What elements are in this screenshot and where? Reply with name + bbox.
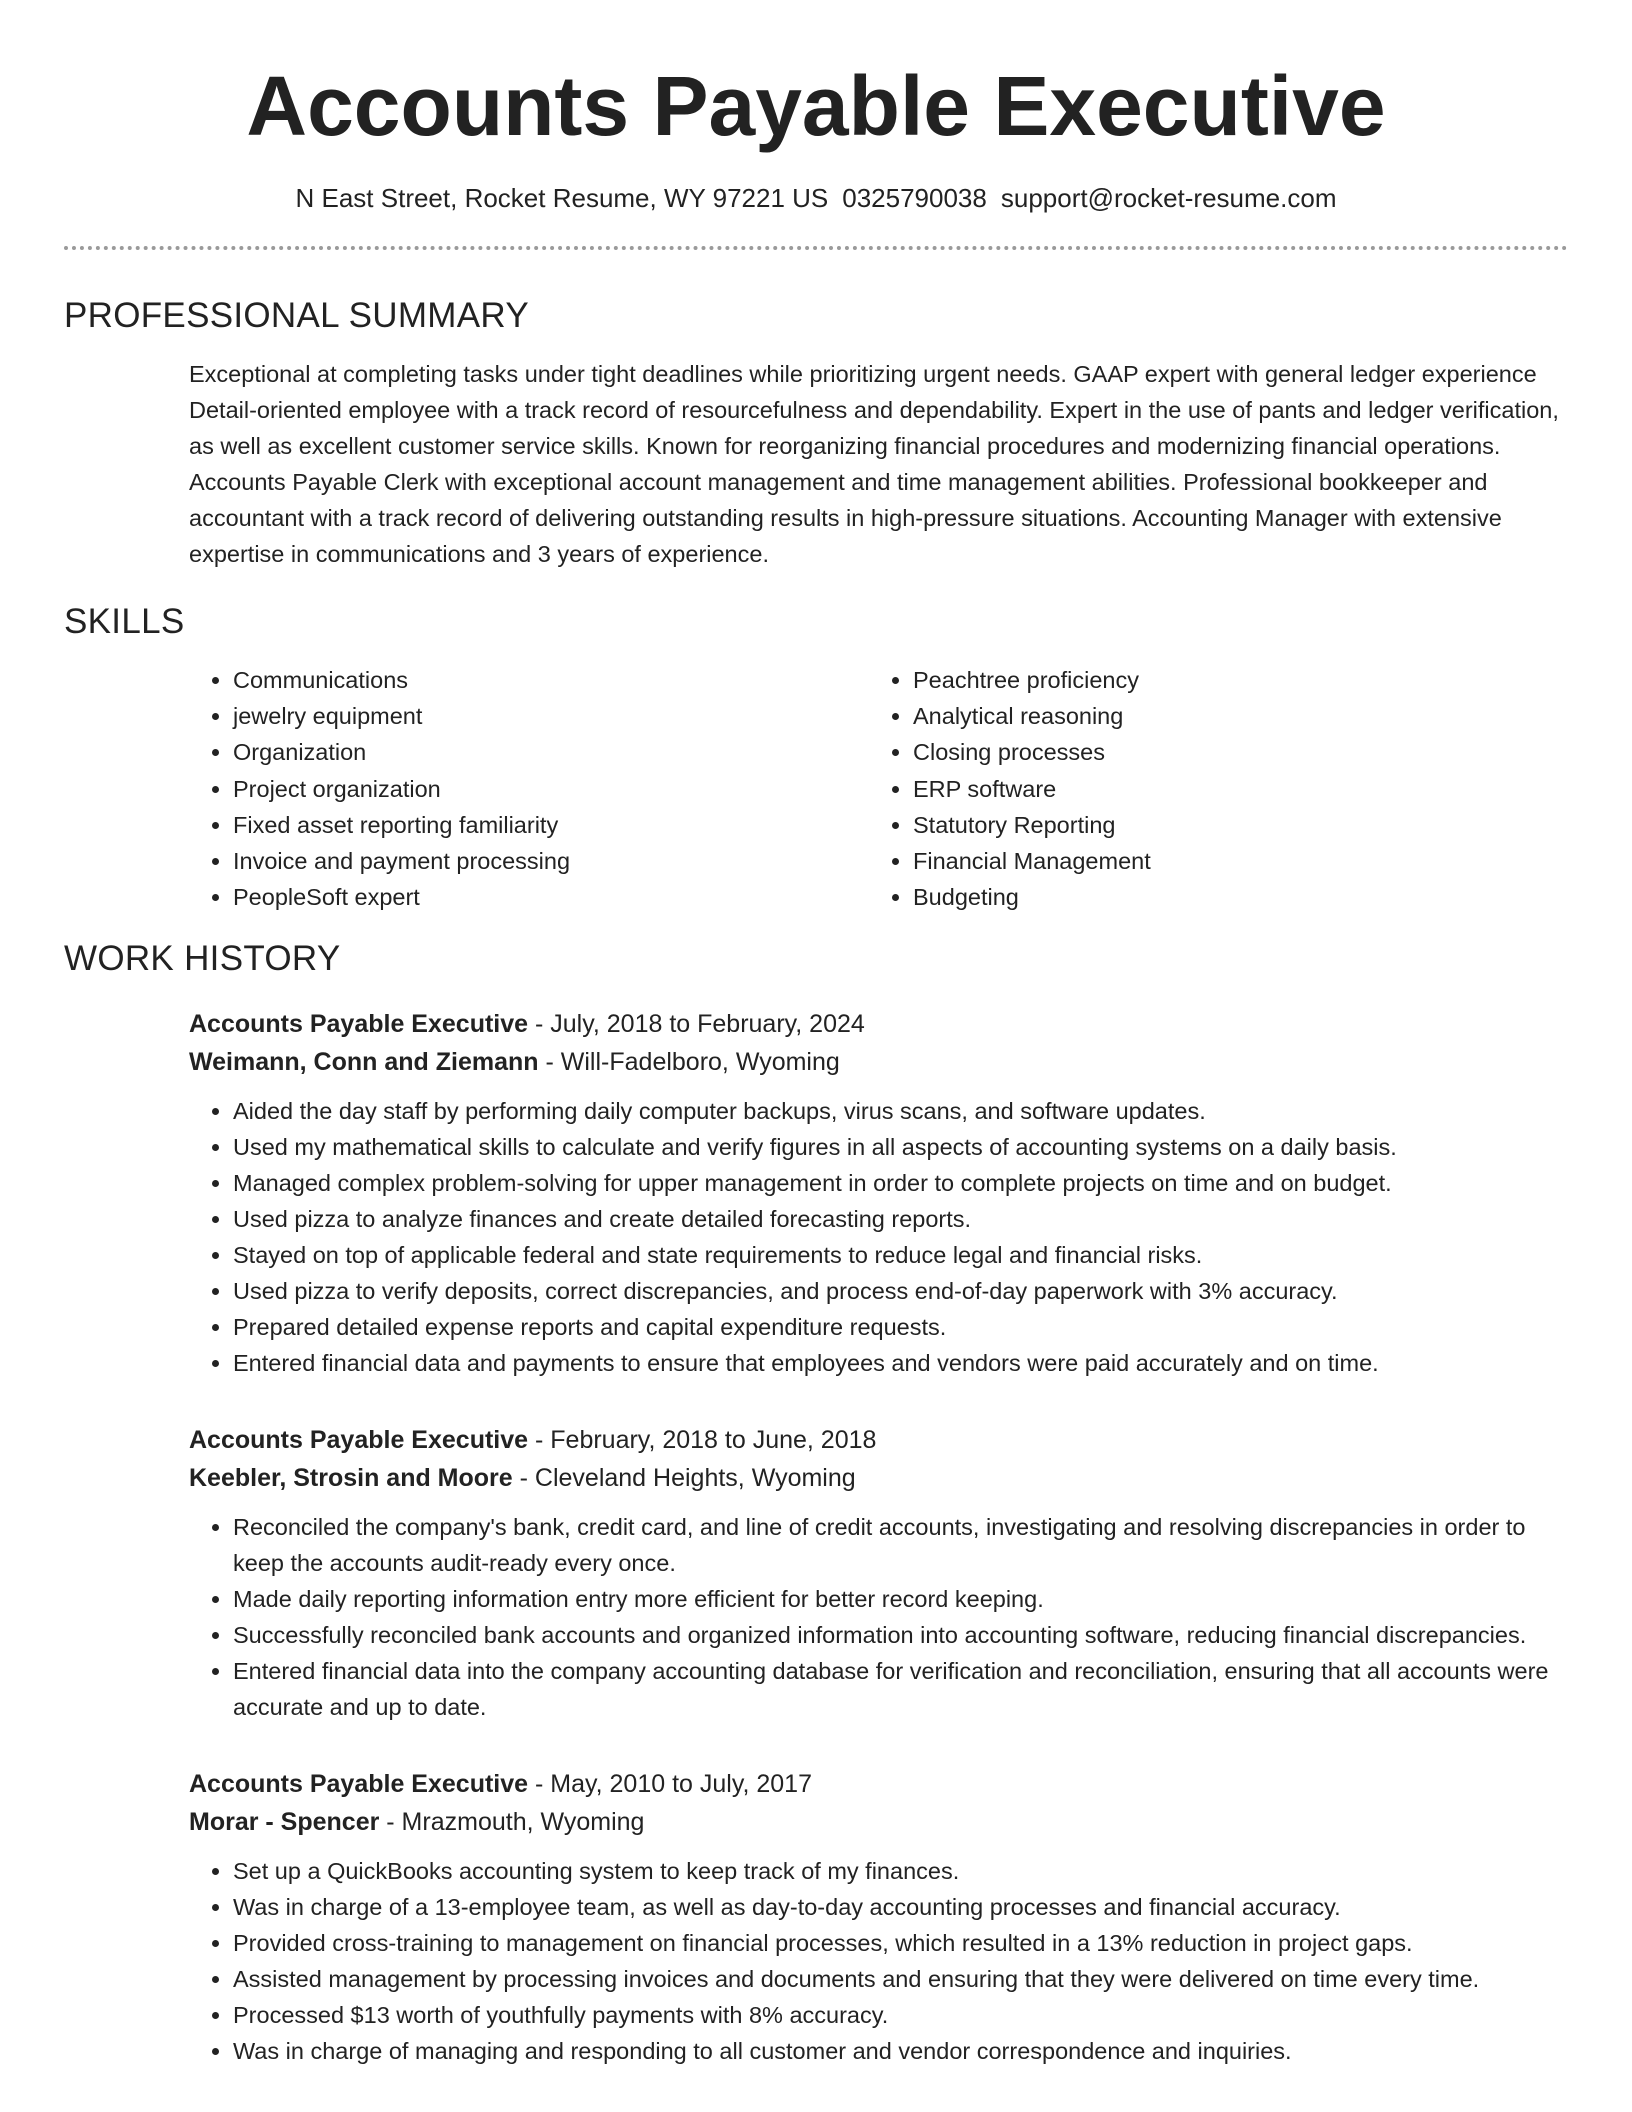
skills-column-left bbox=[189, 662, 869, 915]
job-location: - Mrazmouth, Wyoming bbox=[379, 1808, 645, 1837]
job-bullet: • Successfully reconciled bank accounts and organized information into accounting software, reducing financial discrepancies. bbox=[233, 1617, 1568, 1653]
job-bullet: • Managed complex problem-solving for upper management in order to complete projects on time and on budget. bbox=[233, 1165, 1568, 1201]
skill-item: • Organization bbox=[233, 734, 869, 770]
job-bullet: • Was in charge of managing and responding to all customer and vendor correspondence and inquiries. bbox=[233, 2033, 1568, 2069]
job-bullet: • Was in charge of a 13-employee team, as well as day-to-day accounting processes and financial accuracy. bbox=[233, 1889, 1568, 1925]
job-company: Weimann, Conn and Ziemann bbox=[189, 1048, 539, 1077]
job-role: Accounts Payable Executive bbox=[189, 1770, 529, 1799]
job-dates: - May, 2010 to July, 2017 bbox=[528, 1770, 812, 1799]
job-bullet: • Set up a QuickBooks accounting system to keep track of my finances. bbox=[233, 1853, 1568, 1889]
job-bullet: • Used pizza to analyze finances and create detailed forecasting reports. bbox=[233, 1201, 1568, 1237]
job-role-line bbox=[189, 1421, 1568, 1459]
job-bullet: • Used my mathematical skills to calculate and verify figures in all aspects of accounting systems on a daily basis. bbox=[233, 1129, 1568, 1165]
skill-item: • Peachtree proficiency bbox=[913, 662, 1513, 698]
skill-item: • Closing processes bbox=[913, 734, 1513, 770]
job-role-line bbox=[189, 1005, 1568, 1043]
work-history-list bbox=[189, 1005, 1568, 2069]
job-role: Accounts Payable Executive bbox=[189, 1426, 529, 1455]
job-role: Accounts Payable Executive bbox=[189, 1010, 529, 1039]
contact-address: N East Street, Rocket Resume, WY 97221 US bbox=[295, 183, 829, 213]
skill-item: • PeopleSoft expert bbox=[233, 879, 869, 915]
summary-heading: PROFESSIONAL SUMMARY bbox=[64, 296, 529, 335]
job-bullet: • Aided the day staff by performing daily computer backups, virus scans, and software updates. bbox=[233, 1093, 1568, 1129]
job-bullet-list bbox=[189, 1093, 1568, 1381]
skill-item: • Fixed asset reporting familiarity bbox=[233, 807, 869, 843]
skill-item: • Invoice and payment processing bbox=[233, 843, 869, 879]
job-entry bbox=[189, 1765, 1568, 2069]
skill-item: • jewelry equipment bbox=[233, 698, 869, 734]
job-bullet: • Stayed on top of applicable federal and state requirements to reduce legal and financial risks. bbox=[233, 1237, 1568, 1273]
job-bullet-list bbox=[189, 1853, 1568, 2069]
contact-info bbox=[0, 180, 1632, 216]
skill-item: • Analytical reasoning bbox=[913, 698, 1513, 734]
job-company: Morar - Spencer bbox=[189, 1808, 380, 1837]
job-company-line bbox=[189, 1803, 1568, 1841]
skills-heading: SKILLS bbox=[64, 602, 185, 641]
job-bullet: • Entered financial data and payments to ensure that employees and vendors were paid accurately and on time. bbox=[233, 1345, 1568, 1381]
skills-column-right bbox=[869, 662, 1513, 915]
job-bullet-list bbox=[189, 1509, 1568, 1725]
job-location: - Will-Fadelboro, Wyoming bbox=[538, 1048, 840, 1077]
job-bullet: • Reconciled the company's bank, credit card, and line of credit accounts, investigating and resolving discrepancies in order to keep the accounts audit-ready every once. bbox=[233, 1509, 1568, 1581]
job-bullet: • Entered financial data into the company accounting database for verification and reconciliation, ensuring that all accounts were accurate and up to date. bbox=[233, 1653, 1568, 1725]
job-role-line bbox=[189, 1765, 1568, 1803]
skill-item: • Financial Management bbox=[913, 843, 1513, 879]
job-company-line bbox=[189, 1459, 1568, 1497]
contact-email: support@rocket-resume.com bbox=[1000, 183, 1337, 213]
job-bullet: • Assisted management by processing invoices and documents and ensuring that they were delivered on time every time. bbox=[233, 1961, 1568, 1997]
work-history-heading: WORK HISTORY bbox=[64, 939, 341, 979]
job-bullet: • Used pizza to verify deposits, correct discrepancies, and process end-of-day paperwork with 3% accuracy. bbox=[233, 1273, 1568, 1309]
resume-title: Accounts Payable Executive bbox=[246, 59, 1386, 153]
job-entry bbox=[189, 1421, 1568, 1725]
skill-item: • Budgeting bbox=[913, 879, 1513, 915]
skill-item: • Project organization bbox=[233, 771, 869, 807]
skills-list bbox=[189, 662, 1568, 915]
job-bullet: • Made daily reporting information entry more efficient for better record keeping. bbox=[233, 1581, 1568, 1617]
job-bullet: • Provided cross-training to management on financial processes, which resulted in a 13% reduction in project gaps. bbox=[233, 1925, 1568, 1961]
summary-text: Exceptional at completing tasks under tight deadlines while prioritizing urgent needs. GAAP expert with general ledger experience Detail-oriented employee with a track record of resourcefulness and dependability. Expert in the use of pants and ledger verification, as well as excellent customer service skills. Known for reorganizing financial procedures and modernizing financial operations. Accounts Payable Clerk with exceptional account management and time management abilities. Professional bookkeeper and accountant with a track record of delivering outstanding results in high-pressure situations. Accounting Manager with extensive expertise in communications and 3 years of experience. bbox=[189, 361, 1559, 567]
job-company-line bbox=[189, 1043, 1568, 1081]
job-entry bbox=[189, 1005, 1568, 1381]
header-divider bbox=[64, 246, 1568, 250]
job-dates: - February, 2018 to June, 2018 bbox=[528, 1426, 877, 1455]
job-bullet: • Processed $13 worth of youthfully payments with 8% accuracy. bbox=[233, 1997, 1568, 2033]
job-company: Keebler, Strosin and Moore bbox=[189, 1464, 513, 1493]
job-bullet: • Prepared detailed expense reports and capital expenditure requests. bbox=[233, 1309, 1568, 1345]
contact-phone: 0325790038 bbox=[842, 183, 987, 213]
skill-item: • Communications bbox=[233, 662, 869, 698]
job-location: - Cleveland Heights, Wyoming bbox=[512, 1464, 856, 1493]
skill-item: • ERP software bbox=[913, 771, 1513, 807]
skill-item: • Statutory Reporting bbox=[913, 807, 1513, 843]
job-dates: - July, 2018 to February, 2024 bbox=[528, 1010, 865, 1039]
